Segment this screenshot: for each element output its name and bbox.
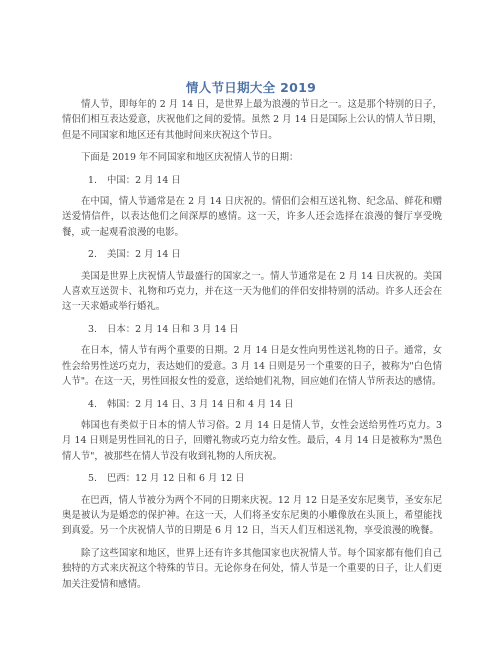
document-body [62,97,442,599]
section-heading-text: 中国：2 月 14 日 [107,174,181,186]
section-body-china: 在中国，情人节通常是在 2 月 14 日庆祝的。情侣们会相互送礼物、纪念品、鲜花和赠送爱情信件，以表达他们之间深厚的感情。这一天，许多人还会选择在浪漫的餐厅享受晚餐，或一起观看浪漫的电影。 [62,196,442,238]
section-body-korea: 韩国也有类似于日本的情人节习俗。2 月 14 日是情人节，女性会送给男性巧克力。3 月 14 日则是男性回礼的日子，回赠礼物或巧克力给女性。最后，4 月 14 日是被称为"黑色情人节"，被那些在情人节没有收到礼物的人所庆祝。 [62,419,442,462]
section-heading-korea [62,397,442,412]
section-heading-usa [62,247,442,262]
conclusion-paragraph: 除了这些国家和地区，世界上还有许多其他国家也庆祝情人节。每个国家都有他们自己独特的方式来庆祝这个特殊的节日。无论你身在何处，情人节是一个重要的日子，让人们更加关注爱情和感情。 [62,547,442,590]
section-body-usa: 美国是世界上庆祝情人节最盛行的国家之一。情人节通常是在 2 月 14 日庆祝的。美国人喜欢互送贺卡、礼物和巧克力，并在这一天为他们的伴侣安排特别的活动。许多人还会在这一天求婚或举行婚礼。 [62,270,442,313]
section-heading-text: 巴西：12 月 12 日和 6 月 12 日 [107,473,245,485]
section-number: 1. [88,174,97,186]
document-title: 情人节日期大全 2019 [185,80,317,95]
section-number: 5. [88,473,97,485]
section-number: 4. [88,398,97,410]
section-heading-text: 日本：2 月 14 日和 3 月 14 日 [107,323,239,335]
section-body-japan: 在日本，情人节有两个重要的日期。2 月 14 日是女性向男性送礼物的日子。通常，女性会给男性送巧克力，表达她们的爱意。3 月 14 日则是另一个重要的日子，被称为"白色情人节"。在这一天，男性回报女性的爱意，送给她们礼物，回应她们在情人节所表达的感情。 [62,345,442,388]
section-number: 3. [88,323,97,335]
section-heading-text: 韩国：2 月 14 日、3 月 14 日和 4 月 14 日 [107,398,294,410]
section-heading-china [62,173,442,188]
intro-paragraph: 情人节，即每年的 2 月 14 日，是世界上最为浪漫的节日之一。这是那个特别的日子，情侣们相互表达爱意，庆祝他们之间的爱情。虽然 2 月 14 日是国际上公认的情人节日期，但是不同国家和地区还有其他时间来庆祝这个节日。 [62,99,442,141]
section-heading-brazil [62,471,442,486]
section-number: 2. [88,249,97,261]
intro-lead-paragraph: 下面是 2019 年不同国家和地区庆祝情人节的日期： [81,152,299,164]
section-heading-text: 美国：2 月 14 日 [107,249,181,261]
section-body-brazil: 在巴西，情人节被分为两个不同的日期来庆祝。12 月 12 日是圣安东尼奥节，圣安东尼奥是被认为是婚恋的保护神。在这一天，人们将圣安东尼奥的小雕像放在头顶上，希望能找到真爱。另一个庆祝情人节的日期是 6 月 12 日，当天人们互相送礼物，享受浪漫的晚餐。 [62,494,442,537]
section-heading-japan [62,322,442,337]
